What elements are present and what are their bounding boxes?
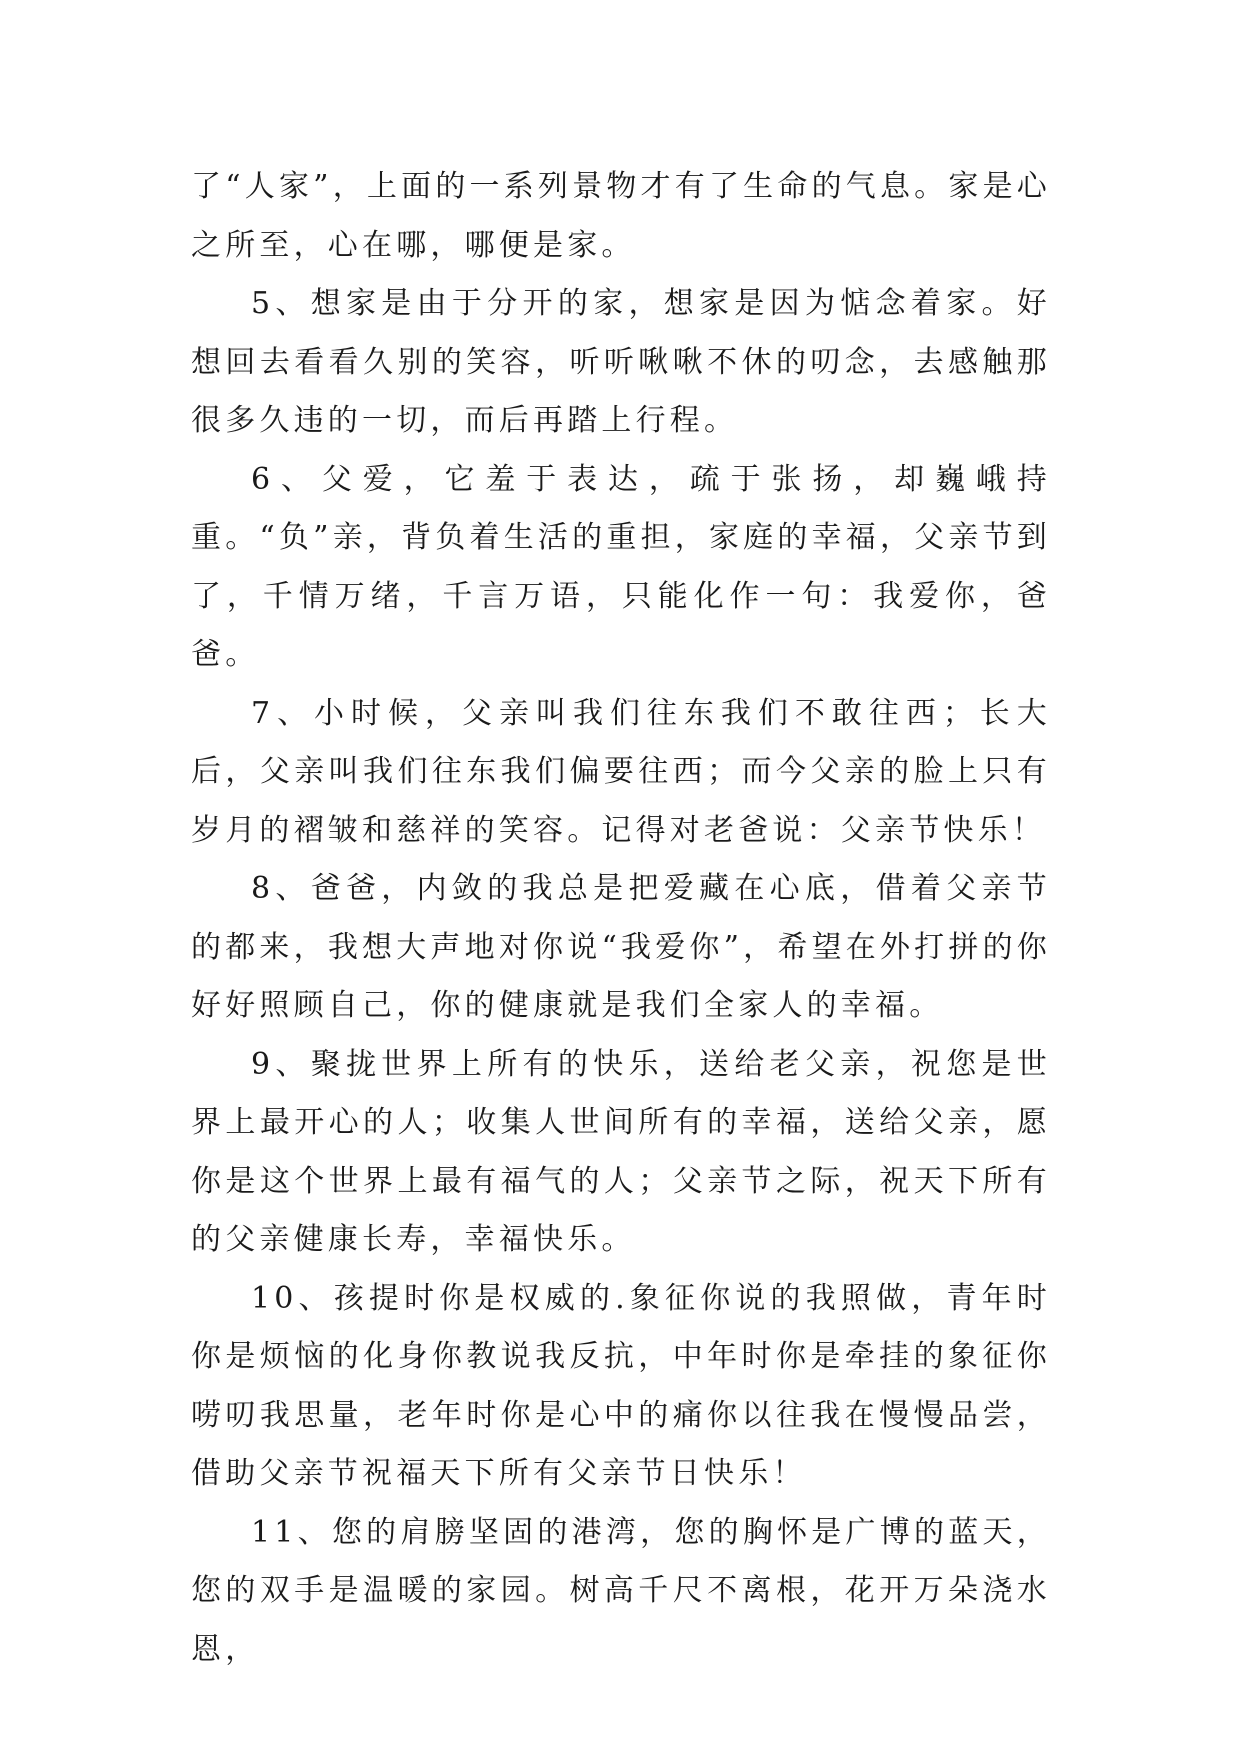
- document-body: [191, 158, 1051, 1679]
- paragraph-item-8: 8、爸爸，内敛的我总是把爱藏在心底，借着父亲节的都来，我想大声地对你说“我爱你”，希望在外打拼的你好好照顾自己，你的健康就是我们全家人的幸福。: [191, 871, 1051, 1023]
- paragraph-item-9: 9、聚拢世界上所有的快乐，送给老父亲，祝您是世界上最开心的人；收集人世间所有的幸福，送给父亲，愿你是这个世界上最有福气的人；父亲节之际，祝天下所有的父亲健康长寿，幸福快乐。: [191, 1046, 1051, 1257]
- paragraph-item-11: 11、您的肩膀坚固的港湾，您的胸怀是广博的蓝天，您的双手是温暖的家园。树高千尺不离根，花开万朵浇水恩，: [191, 1514, 1051, 1667]
- paragraph-item-6: 6、父爱，它羞于表达，疏于张扬，却巍峨持重。“负”亲，背负着生活的重担，家庭的幸福，父亲节到了，千情万绪，千言万语，只能化作一句：我爱你，爸爸。: [191, 461, 1051, 672]
- paragraph-continuation: 了“人家”，上面的一系列景物才有了生命的气息。家是心之所至，心在哪，哪便是家。: [191, 169, 1051, 263]
- paragraph-item-10: 10、孩提时你是权威的.象征你说的我照做，青年时你是烦恼的化身你教说我反抗，中年时你是牵挂的象征你唠叨我思量，老年时你是心中的痛你以往我在慢慢品尝，借助父亲节祝福天下所有父亲节日快乐！: [191, 1280, 1051, 1491]
- paragraph-item-5: 5、想家是由于分开的家，想家是因为惦念着家。好想回去看看久别的笑容，听听啾啾不休的叨念，去感触那很多久违的一切，而后再踏上行程。: [191, 286, 1051, 438]
- paragraph-item-7: 7、小时候，父亲叫我们往东我们不敢往西；长大后，父亲叫我们往东我们偏要往西；而今父亲的脸上只有岁月的褶皱和慈祥的笑容。记得对老爸说：父亲节快乐！: [191, 695, 1051, 848]
